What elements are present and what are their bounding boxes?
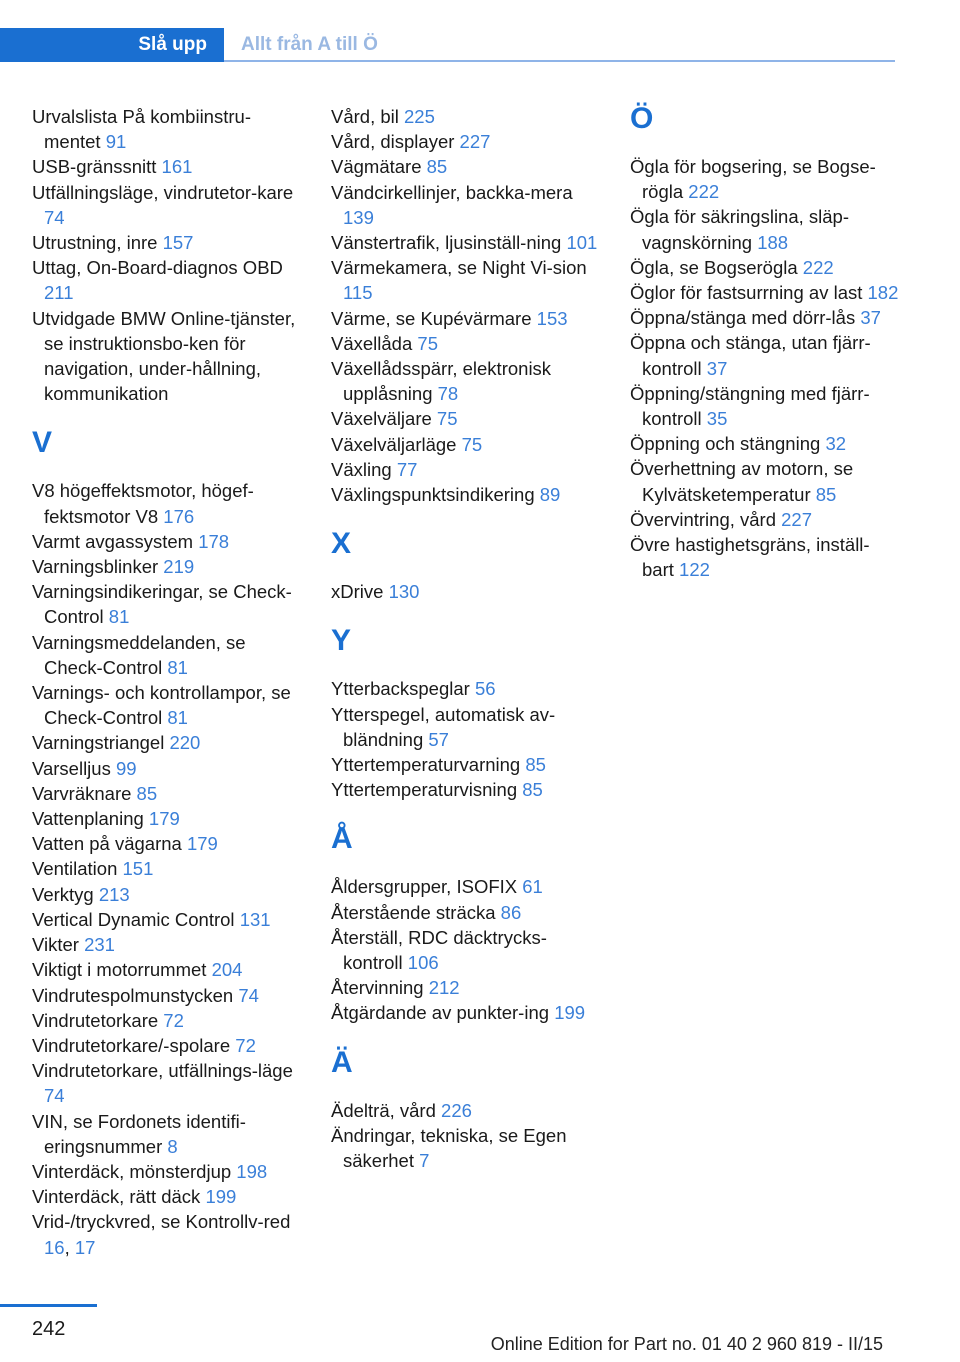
entry-term: Ytterspegel, automatisk av-bländning bbox=[331, 703, 556, 750]
index-entry bbox=[331, 579, 601, 604]
index-entry bbox=[32, 1109, 302, 1159]
page-link[interactable]: 85 bbox=[522, 779, 543, 801]
index-entry bbox=[630, 431, 900, 456]
page-link[interactable]: 139 bbox=[343, 206, 374, 228]
index-entry bbox=[32, 831, 302, 856]
page-link[interactable]: 227 bbox=[781, 508, 813, 530]
index-entry bbox=[32, 781, 302, 806]
section-letter: X bbox=[331, 527, 352, 561]
index-entry bbox=[331, 900, 601, 925]
index-entry bbox=[331, 975, 601, 1000]
entry-term: Växellåda bbox=[331, 332, 413, 354]
page-link[interactable]: 199 bbox=[205, 1186, 237, 1208]
page-number: 242 bbox=[32, 1318, 66, 1340]
index-entry bbox=[32, 478, 302, 528]
page-link[interactable]: 72 bbox=[163, 1009, 184, 1031]
entry-term: Vertical Dynamic Control bbox=[32, 908, 235, 930]
index-entry bbox=[630, 204, 900, 254]
page-link[interactable]: 199 bbox=[554, 1002, 586, 1024]
entry-term: Varningstriangel bbox=[32, 732, 165, 754]
page-link[interactable]: 188 bbox=[757, 231, 789, 253]
index-entry bbox=[32, 730, 302, 755]
entry-term: Vård, bil bbox=[331, 106, 399, 127]
entry-term: Vinterdäck, rätt däck bbox=[32, 1186, 201, 1208]
page-link[interactable]: 7 bbox=[419, 1150, 430, 1172]
entry-term: Ögla för säkringslina, släp-vagnskörning bbox=[630, 206, 850, 253]
entry-term: Vinterdäck, mönsterdjup bbox=[32, 1160, 232, 1182]
entry-term: Vägmätare bbox=[331, 156, 422, 178]
entry-term: Verktyg bbox=[32, 883, 94, 905]
page-link[interactable]: 37 bbox=[706, 357, 728, 379]
index-entry: Vrid-/tryckvred, se Kontrollv-red 16, 17 bbox=[32, 1211, 291, 1258]
index-entry bbox=[32, 1159, 302, 1184]
index-entry bbox=[331, 1123, 601, 1173]
entry-term: Värme, se Kupévärmare bbox=[331, 307, 532, 329]
page-link[interactable]: 115 bbox=[343, 282, 373, 304]
page-link[interactable]: 179 bbox=[186, 833, 218, 855]
entry-term: Växellådsspärr, elektronisk upplåsning bbox=[331, 358, 552, 405]
index-entry bbox=[32, 554, 302, 579]
entry-term: Varmt avgassystem bbox=[32, 530, 194, 552]
index-entry bbox=[32, 154, 302, 179]
index-entry bbox=[32, 1184, 302, 1209]
entry-term: Övervintring, vård bbox=[630, 508, 776, 530]
index-entry bbox=[32, 630, 302, 680]
page-link[interactable]: 81 bbox=[108, 606, 130, 628]
page-link[interactable]: 157 bbox=[162, 232, 194, 254]
page-link[interactable]: 32 bbox=[825, 433, 847, 455]
index-entry bbox=[331, 1000, 601, 1025]
entry-term: Varnings- och kontrollampor, se Check-Control bbox=[32, 682, 291, 729]
section-letter: Ä bbox=[331, 1045, 353, 1079]
page-link[interactable]: 222 bbox=[802, 256, 834, 278]
index-entry bbox=[331, 331, 601, 356]
page-link[interactable]: 130 bbox=[388, 581, 420, 603]
index-entry bbox=[331, 457, 601, 482]
index-entry bbox=[32, 882, 302, 907]
page-link[interactable]: 86 bbox=[500, 901, 522, 923]
entry-term: Åldersgrupper, ISOFIX bbox=[331, 876, 518, 898]
entry-term: Öppna/stänga med dörr-lås bbox=[630, 307, 856, 329]
page-link[interactable]: 16 bbox=[44, 1236, 65, 1258]
page-link[interactable]: 89 bbox=[539, 484, 561, 506]
page-link[interactable]: 182 bbox=[867, 282, 899, 304]
page-link[interactable]: 61 bbox=[522, 876, 543, 898]
index-entry bbox=[331, 104, 601, 129]
entry-term: Varningsindikeringar, se Check-Control bbox=[32, 581, 292, 628]
index-entry bbox=[331, 1098, 601, 1123]
entry-term: VIN, se Fordonets identifi-eringsnummer bbox=[32, 1110, 246, 1157]
entry-term: Vikter bbox=[32, 934, 79, 956]
entry-term: Ögla, se Bogserögla bbox=[630, 256, 798, 278]
entry-term: Åtgärdande av punkter-ing bbox=[331, 1002, 550, 1024]
index-entry bbox=[331, 306, 601, 331]
index-entry bbox=[32, 957, 302, 982]
tab-allt-fran-a-till-o[interactable]: Allt från A till Ö bbox=[241, 34, 378, 55]
page-link[interactable]: 176 bbox=[163, 505, 195, 527]
entry-term: Varningsblinker bbox=[32, 556, 159, 578]
index-entry bbox=[331, 702, 601, 752]
index-entry bbox=[331, 356, 601, 406]
section-letter: Y bbox=[331, 624, 352, 658]
page-link[interactable]: 37 bbox=[860, 307, 881, 329]
page-link[interactable]: 122 bbox=[679, 559, 710, 581]
page-link[interactable]: 161 bbox=[161, 156, 193, 178]
entry-term: Vatten på vägarna bbox=[32, 833, 182, 855]
index-entry bbox=[32, 932, 302, 957]
entry-term: Yttertemperaturvisning bbox=[331, 779, 518, 801]
page-link[interactable]: 225 bbox=[404, 106, 435, 127]
entry-term: Återvinning bbox=[331, 977, 424, 999]
index-entry bbox=[32, 104, 302, 154]
index-entry bbox=[331, 752, 601, 777]
edition-footer: Online Edition for Part no. 01 40 2 960 819 - II/15 bbox=[490, 1334, 883, 1354]
index-entry bbox=[32, 756, 302, 781]
entry-term: Återställ, RDC däcktrycks-kontroll bbox=[331, 926, 547, 974]
page-link[interactable]: 8 bbox=[167, 1135, 178, 1157]
entry-term: Överhettning av motorn, se Kylvätsketemperatur bbox=[630, 458, 854, 505]
entry-term: Utfällningsläge, vindrutetor-kare bbox=[32, 181, 294, 203]
index-entry bbox=[32, 1008, 302, 1033]
index-column-3 bbox=[630, 104, 900, 582]
page-link[interactable]: 75 bbox=[461, 433, 483, 455]
page-link[interactable]: 99 bbox=[115, 757, 137, 779]
page-link[interactable]: 85 bbox=[815, 483, 837, 505]
page-link[interactable]: 77 bbox=[396, 458, 418, 480]
page-link[interactable]: 72 bbox=[235, 1034, 256, 1056]
index-entry bbox=[331, 432, 601, 457]
page-link[interactable]: 212 bbox=[428, 977, 460, 999]
page-link[interactable]: 74 bbox=[238, 984, 259, 1006]
index-entry bbox=[630, 456, 900, 506]
header-divider bbox=[224, 60, 895, 62]
page-link[interactable]: 35 bbox=[706, 408, 728, 430]
entry-term: Ädelträ, vård bbox=[331, 1099, 436, 1121]
page-link[interactable]: 151 bbox=[122, 858, 154, 880]
entry-term: Vindrutetorkare, utfällnings-läge bbox=[32, 1060, 293, 1082]
page-link[interactable]: 85 bbox=[426, 156, 448, 178]
page-link[interactable]: 179 bbox=[148, 808, 180, 830]
entry-term: Öppna och stänga, utan fjärr-kontroll bbox=[630, 332, 871, 379]
entry-term: Vindrutetorkare/-spolare bbox=[32, 1034, 231, 1056]
page-number-rule bbox=[0, 1304, 97, 1307]
page-link[interactable]: 57 bbox=[428, 728, 449, 750]
index-entry bbox=[630, 381, 900, 431]
entry-term: xDrive bbox=[331, 581, 384, 603]
page-link[interactable]: 227 bbox=[459, 131, 491, 153]
page-link[interactable]: 222 bbox=[688, 181, 720, 203]
entry-term: Ändringar, tekniska, se Egen säkerhet bbox=[331, 1124, 567, 1172]
entry-term: Varselljus bbox=[32, 757, 111, 779]
page-link[interactable]: 75 bbox=[436, 408, 458, 430]
page-link[interactable]: 106 bbox=[407, 952, 439, 974]
index-column-2 bbox=[331, 104, 601, 1173]
page-link[interactable]: 226 bbox=[441, 1099, 472, 1121]
entry-term: Vindrutetorkare bbox=[32, 1009, 159, 1031]
header-bar bbox=[0, 28, 895, 62]
index-entry bbox=[331, 406, 601, 431]
index-entry bbox=[32, 907, 302, 932]
entry-term: Yttertemperaturvarning bbox=[331, 754, 521, 776]
index-entry bbox=[32, 1058, 302, 1108]
index-entry bbox=[630, 255, 900, 280]
page-link[interactable]: 56 bbox=[474, 678, 496, 700]
section-letter: Å bbox=[331, 822, 353, 856]
index-entry bbox=[630, 154, 900, 204]
entry-term: Öglor för fastsurrning av last bbox=[630, 282, 863, 304]
index-column-1 bbox=[32, 104, 302, 1260]
page-link[interactable]: 75 bbox=[417, 332, 438, 354]
entry-term: Växlingspunktsindikering bbox=[331, 484, 535, 506]
index-entry bbox=[32, 180, 302, 230]
index-entry bbox=[32, 306, 302, 407]
entry-term: USB-gränssnitt bbox=[32, 156, 157, 178]
entry-term: Ögla för bogsering, se Bogse-rögla bbox=[630, 156, 876, 203]
entry-term: Växelväljarläge bbox=[331, 433, 457, 455]
tab-sla-upp[interactable]: Slå upp bbox=[0, 28, 224, 62]
index-entry bbox=[32, 1033, 302, 1058]
entry-term: Varningsmeddelanden, se Check-Control bbox=[32, 631, 246, 678]
entry-term: Ytterbackspeglar bbox=[331, 678, 470, 700]
page-link[interactable]: 85 bbox=[136, 782, 158, 804]
page-link[interactable]: 211 bbox=[44, 282, 74, 304]
entry-term: Återstående sträcka bbox=[331, 901, 496, 923]
entry-term: Vänstertrafik, ljusinställ-ning bbox=[331, 232, 562, 254]
index-entry bbox=[331, 676, 601, 701]
page-link[interactable]: 74 bbox=[44, 206, 65, 228]
entry-term: Urvalslista På kombiinstru-mentet bbox=[32, 106, 251, 153]
entry-term: Öppning och stängning bbox=[630, 433, 821, 455]
page-link[interactable]: 91 bbox=[105, 131, 127, 153]
entry-term: Vrid-/tryckvred, se Kontrollv-red bbox=[32, 1211, 291, 1233]
page-link[interactable]: 85 bbox=[525, 754, 546, 776]
index-entry bbox=[32, 529, 302, 554]
entry-term: Vändcirkellinjer, backka-mera bbox=[331, 181, 573, 203]
page-link[interactable]: 101 bbox=[566, 232, 598, 254]
page-link[interactable]: 219 bbox=[163, 556, 195, 578]
page-link[interactable]: 81 bbox=[167, 707, 188, 729]
index-entry bbox=[331, 874, 601, 899]
page-link[interactable]: 131 bbox=[239, 908, 271, 930]
entry-term: Öppning/stängning med fjärr-kontroll bbox=[630, 382, 870, 430]
index-entry bbox=[630, 305, 900, 330]
page-link[interactable]: 204 bbox=[211, 959, 243, 981]
index-entry bbox=[32, 230, 302, 255]
index-entry bbox=[331, 482, 601, 507]
entry-term: V8 högeffektsmotor, högef-fektsmotor V8 bbox=[32, 480, 254, 527]
entry-term: Utvidgade BMW Online-tjänster, se instruktionsbo-ken för navigation, under-hållning, kommunikation bbox=[32, 307, 296, 405]
index-entry bbox=[32, 255, 302, 305]
entry-term: Övre hastighetsgräns, inställ-bart bbox=[630, 534, 870, 581]
page-link[interactable]: 81 bbox=[167, 656, 188, 678]
index-entry bbox=[32, 983, 302, 1008]
entry-term: Vindrutespolmunstycken bbox=[32, 984, 234, 1006]
page-link[interactable]: 78 bbox=[437, 383, 459, 405]
entry-term: Utrustning, inre bbox=[32, 232, 158, 254]
index-entry bbox=[32, 579, 302, 629]
section-letter: Ö bbox=[630, 102, 654, 135]
entry-term: Värmekamera, se Night Vi-sion bbox=[331, 257, 587, 279]
entry-term: Vård, displayer bbox=[331, 131, 455, 153]
page-link[interactable]: 198 bbox=[236, 1160, 268, 1182]
index-entry bbox=[32, 680, 302, 730]
index-entry bbox=[630, 532, 900, 582]
entry-term: Uttag, On-Board-diagnos OBD bbox=[32, 257, 283, 279]
page-link[interactable]: 213 bbox=[98, 883, 130, 905]
index-entry bbox=[331, 777, 601, 802]
page-link[interactable]: 74 bbox=[44, 1085, 65, 1107]
index-entry bbox=[331, 154, 601, 179]
index-entry bbox=[32, 856, 302, 881]
entry-term: Vattenplaning bbox=[32, 808, 144, 830]
section-letter: V bbox=[32, 426, 53, 460]
entry-term: Varvräknare bbox=[32, 782, 132, 804]
entry-term: Växling bbox=[331, 458, 392, 480]
page-link[interactable]: 220 bbox=[169, 732, 201, 754]
index-entry bbox=[331, 230, 601, 255]
index-entry bbox=[331, 255, 601, 305]
index-entry bbox=[32, 806, 302, 831]
entry-term: Ventilation bbox=[32, 858, 118, 880]
index-entry bbox=[630, 280, 900, 305]
page-link[interactable]: 231 bbox=[84, 934, 115, 956]
entry-term: Viktigt i motorrummet bbox=[32, 959, 207, 981]
page-link[interactable]: 178 bbox=[198, 530, 230, 552]
index-entry bbox=[331, 180, 601, 230]
index-entry bbox=[630, 507, 900, 532]
page-link[interactable]: 153 bbox=[536, 307, 568, 329]
index-entry bbox=[331, 129, 601, 154]
entry-term: Växelväljare bbox=[331, 408, 432, 430]
index-entry bbox=[331, 925, 601, 975]
page-link[interactable]: 17 bbox=[74, 1236, 96, 1258]
index-entry bbox=[630, 330, 900, 380]
